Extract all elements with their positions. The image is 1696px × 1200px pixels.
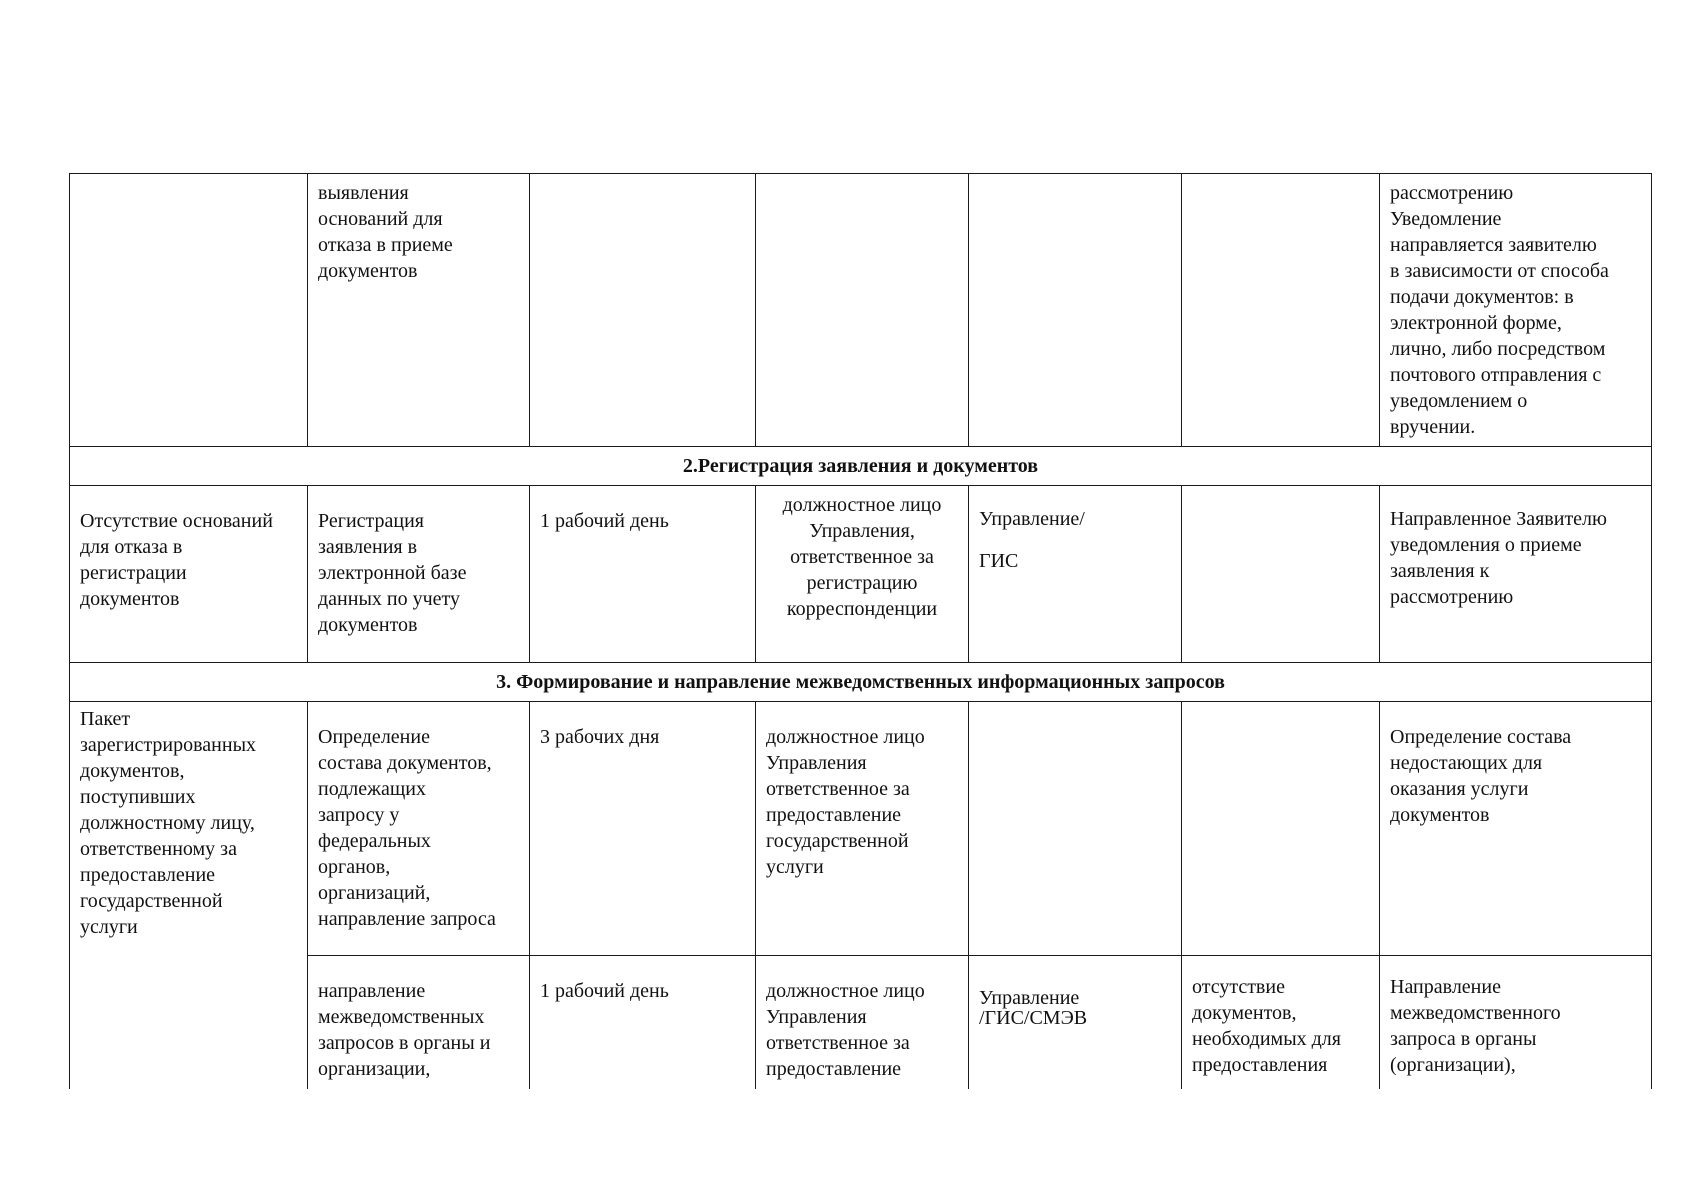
cell-basis [70, 702, 308, 1107]
page-bottom-margin [60, 1089, 1660, 1200]
cell-text: Регистрация заявления в электронной базе данных по учету документов [318, 510, 467, 636]
cell-result [1380, 174, 1652, 447]
cell-duration [530, 486, 756, 663]
cell-empty [1182, 486, 1380, 663]
cell-basis [70, 486, 308, 663]
cell-result [1380, 486, 1652, 663]
cell-text: Направление межведомственного запроса в органы (организации), [1390, 976, 1561, 1076]
process-table [69, 173, 1652, 1107]
cell-text: должностное лицо Управления, ответственное за регистрацию корреспонденции [782, 494, 942, 620]
cell-action [308, 486, 530, 663]
section-title-2: 2.Регистрация заявления и документов [70, 447, 1652, 486]
cell-text: Управление /ГИС/СМЭВ [979, 987, 1088, 1029]
cell-text: 1 рабочий день [540, 510, 669, 532]
cell-empty [756, 174, 969, 447]
cell-text: рассмотрению Уведомление направляется заявителю в зависимости от способа подачи документов: в электронной форме, лично, либо посредством почтового отправления с уведомлением о вручении. [1390, 182, 1609, 438]
cell-text: Направленное Заявителю уведомления о приеме заявления к рассмотрению [1390, 508, 1607, 608]
cell-text: 3 рабочих дня [540, 726, 660, 748]
table-row-request-1 [70, 702, 1652, 956]
section-title-3: 3. Формирование и направление межведомственных информационных запросов [70, 663, 1652, 702]
cell-system [969, 956, 1182, 1107]
cell-system [969, 486, 1182, 663]
cell-empty [530, 174, 756, 447]
cell-responsible [756, 702, 969, 956]
cell-action [308, 956, 530, 1107]
section-header-row [70, 663, 1652, 702]
cell-action [308, 174, 530, 447]
table-row-continued [70, 174, 1652, 447]
cell-text: Пакет зарегистрированных документов, поступивших должностному лицу, ответственному за предоставление государственной услуги [80, 708, 257, 938]
cell-action [308, 702, 530, 956]
cell-text: Определение состава документов, подлежащих запросу у федеральных органов, организаций, направление запроса [318, 726, 496, 930]
cell-empty [969, 702, 1182, 956]
cell-empty [1182, 702, 1380, 956]
cell-text: выявления оснований для отказа в приеме документов [318, 182, 453, 282]
cell-empty [70, 174, 308, 447]
cell-text: Управление/ [979, 508, 1085, 530]
cell-result [1380, 702, 1652, 956]
cell-condition [1182, 956, 1380, 1107]
cell-duration [530, 956, 756, 1107]
cell-text: должностное лицо Управления ответственное за предоставление [766, 980, 925, 1080]
table-row-request-2 [70, 956, 1652, 1107]
cell-duration [530, 702, 756, 956]
cell-empty [1182, 174, 1380, 447]
cell-text: 1 рабочий день [540, 980, 669, 1002]
table-row-registration [70, 486, 1652, 663]
cell-empty [969, 174, 1182, 447]
cell-text: Отсутствие оснований для отказа в регистрации документов [80, 510, 273, 610]
cell-text: должностное лицо Управления ответственное за предоставление государственной услуги [766, 726, 925, 878]
cell-text: ГИС [979, 550, 1019, 572]
cell-text: отсутствие документов, необходимых для предоставления [1192, 976, 1341, 1076]
section-header-row [70, 447, 1652, 486]
cell-result [1380, 956, 1652, 1107]
cell-text: направление межведомственных запросов в органы и организации, [318, 980, 491, 1080]
cell-responsible [756, 486, 969, 663]
cell-text: Определение состава недостающих для оказания услуги документов [1390, 726, 1572, 826]
cell-responsible [756, 956, 969, 1107]
